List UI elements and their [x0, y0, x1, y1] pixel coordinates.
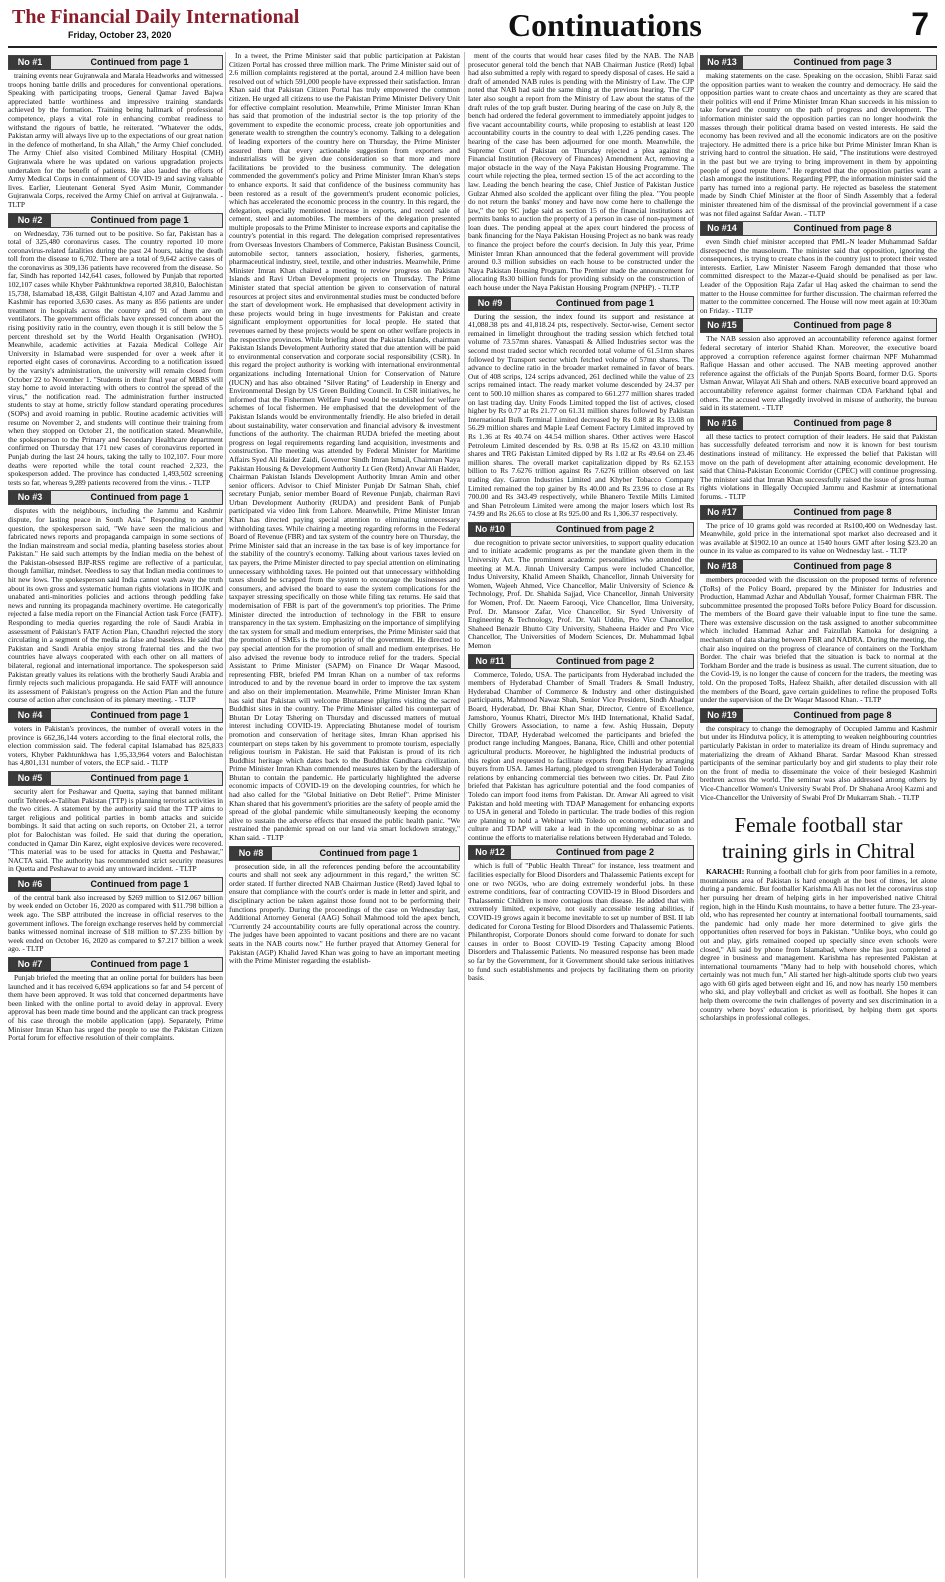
story-number-badge: No #16: [701, 417, 743, 430]
story-number-badge: No #9: [469, 297, 511, 310]
article-body: Commerce, Toledo, USA. The participants from Hyderabad included the members of Hyderabad Chamber of Small Traders & Small Industry, Hyderabad Chamber of Commerce & Industry and other distinguished participants, Mahmood Nawaz Shah, Senior Vice President, Sindh Abadgar Board, Hyderabad, Dr. Bhai Khan Shar, Director, Centre of Excellence, Jamshoro, Younus Khatri, Director M/s IHD International, Khalid Sadaf, Chilly Growers Association, to name a few. Ashiq Hussain, Deputy Director, TDAP, Hyderabad welcomed the participants and briefed the product range including Mangoes, Banana, Rice, Chilli and other potential agricultural products. Moreover, he highlighted the industrial products of this region and requested to facilitate exports from Pakistan by arranging buyers from USA. James Hartung, pledged to strengthen Hyderabad Toledo relations by enhancing commercial ties between two cities. Dr. Paul Zito briefed that Pakistan has agriculture potential and the food companies of Toledo can import food items from Pakistan. Dr. Anwar Ali agreed to visit Pakistan and hold meeting with TDAP Management for enhancing exports to USA in general and Toledo in particular. The trade bodies of this region are planning to hold a Webinar with Toledo on economy, education and culture and TDAP will take a lead in the upcoming webinar so as to continue the efforts to materialise relations between Hyderabad and Toledo.: [468, 669, 694, 842]
masthead: [8, 4, 937, 48]
article-body: disputes with the neighbours, including the Jammu and Kashmir dispute, for lasting peace in South Asia." Responding to another question, the spokesperson said, "We have seen the malicious and fabricated news reports and propaganda campaign in some sections of the Indian mainstream and social media, planting baseless stories about Pakistan." He said such attempts by the Indian media on the behest of the Pakistan-obsessed BJP-RSS regime are reflective of a particular, though familiar, mindset. Needless to say that Indian media continues to hit new lows. The spokesperson said India cannot wash away the truth about its own gross and systematic human rights violations in IIOJK and unabated anti-minorities policies and actions through peddling fake news and running its propaganda machinery overtime. He categorically rejected a false media report on the Financial Action task Force (FATF). Responding to media queries regarding the role of Saudi Arabia in assessment of Pakistan's FATF Action Plan, Chaudhri rejected the story circulating in a segment of the media as false and baseless. He said that Pakistan and Saudi Arabia enjoy strong fraternal ties and the two countries have always cooperated with each other on all matters of bilateral, regional and international importance. The spokesperson said Pakistan greatly values its relations with the brotherly Saudi Arabia and firmly rejects such malicious propaganda. He said FATF will announce its assessment of Pakistan's progress on the Action Plan and the future course of action after conclusion of its plenary meeting. - TLTP: [8, 506, 223, 705]
article-body: the conspiracy to change the demography of Occupied Jammu and Kashmir but under its Hindutva policy, it is attempting to weaken neighbouring countries particularly Pakistan in order to materialize its dream of Hindu supremacy and materializing the dream of Akhand Bharat. Sardar Masood Khan stressed participants of the seminar particularly boy and girl students to play their role on the front of media to disseminate the voice of their besieged Kashmiri brethren across the world. The seminar was also addressed among others by Vice-Chancellor Women's University Swabi Prof. Dr Shahana Arooj Kazmi and Vice-Chancellor the University of Swabi Prof Dr Mukarram Shah. - TLTP: [700, 723, 937, 802]
article-body: ment of the courts that would hear cases filed by the NAB. The NAB prosecutor general told the bench that NAB Chairman Justice (Retd) Iqbal had also submitted a reply with regard to speedy disposal of cases. He said a draft of amended NAB rules is pending with the Ministry of Law. The CJP noted that NAB had said the same thing at the previous hearing. The CJP later also sought a report from the Ministry of Law about the status of the draft rules of the top graft buster. During hearing of the case on July 8, the bench had ordered the federal government to immediately appoint judges to five vacant accountability courts, while proposing to establish at least 120 accountability courts in the country to deal with 1,226 pending cases. The hearing of the case has been adjourned for one month. Meanwhile, the Supreme Court of Pakistan on Thursday rejected a plea against the Financial Institution (Recovery of Finances) Amendment Act, removing a major obstacle in the way of the Naya Pakistan Housing Programme. The court while rejecting the plea, termed section 15 of the act according to the law. Leading the bench hearing the case, Chief Justice of Pakistan Justice Gulzar Ahmed also scolded the applicant over filing the plea. "You people do not return the banks' money and have now come here to challenge the law," the top SC judge said as section 15 of the financial institutions act permits banks to auction the property of a person in case of non-payment of loan dues. The pending appeal at the apex court hindered the process of bank financing for the Naya Pakistan Housing Project as no bank was ready to finance the project before the court's decision. In July this year, Prime Minister Imran Khan announced that the federal government will provide around 0.3 million subsidies on each house to be constructed under the Naya Pakistan Housing Program. The Premier made the announcement for allocating Rs30 billion funds for providing subsidy on the construction of each house under the Naya Pakistan Housing Program (NPHP). - TLTP: [468, 52, 694, 293]
continued-from-label: Continued from page 8: [793, 417, 892, 428]
continued-from-label: Continued from page 8: [793, 506, 892, 517]
article-body: The price of 10 grams gold was recorded at Rs100,400 on Wednesday last. Meanwhile, gold price in the international spot market also decreased and it was available at $1902.10 an ounce at 1540 hours GMT after losing $23.20 an ounce in its value as compared to its value on Wednesday last. - TLTP: [700, 520, 937, 556]
story-number-badge: No #17: [701, 506, 743, 519]
article-body: members proceeded with the discussion on the proposed terms of reference (ToRs) of the Policy Board, prepared by the Minister for Industries and Production, Hammad Azhar and Abdullah Yousaf, former Chairman FBR. The subcommittee presented the proposed ToRs before Policy Board for discussion. The members of the Board gave their valuable input to fine tune the same. There was extensive discussion on the task assigned to another subcommittee which included Hammad Azhar and Faizullah Kamoka for designing a mechanism of data sharing between FBR and NADRA. During the meeting, the chair also inquired on the progress of clearance of containers on the Torkham Border. The chair was briefed that the situation is back to normal at the Torkham Border and the trade is business as usual. The current situation, due to the Covid-19, is no longer the cause of concern for the traders, the meeting was told. On the proposed ToRs, Hafeez Shaikh, after detailed discussion with all the members of the Board, gave certain guidelines to refine the proposed ToRs under the supervision of the Dr Waqar Masood Khan. - TLTP: [700, 574, 937, 705]
story-header: [468, 654, 694, 669]
article-body: voters in Pakistan's provinces, the number of overall voters in the province is 662,36,144 voters according to the final electoral rolls, the election commission said. The federal capital Islamabad has 825,833 voters, Khyber Pakhtunkhwa has 1,95,33,964 voters and Balochistan has 4,801,131 number of voters, the ECP said. - TLTP: [8, 723, 223, 768]
story-number-badge: No #7: [9, 958, 51, 971]
column-divider: [464, 52, 465, 1578]
section-title: Continuations: [508, 7, 702, 43]
column-1: [8, 52, 223, 1578]
story-header: [8, 490, 223, 505]
issue-date: Friday, October 23, 2020: [68, 30, 172, 40]
story-number-badge: No #13: [701, 56, 743, 69]
story-number-badge: No #10: [469, 523, 511, 536]
continued-from-label: Continued from page 8: [793, 560, 892, 571]
story-header: [700, 708, 937, 723]
continued-from-label: Continued from page 3: [793, 57, 892, 67]
article-body: all these tactics to protect corruption of their leaders. He said that Pakistan has successfully defeated terrorism and now it is known for best tourism destinations instead of militancy. He expressed the belief that Pakistan will move on the path of development after attaining economic development. He said that China-Pakistan Economic Corridor (CPEC) will continue progressing. The minister said that Imran Khan successfully raised the issue of gross human rights violations in Illegally Occupied Jammu and Kashmir at international forums. - TLTP: [700, 431, 937, 501]
continued-from-label: Continued from page 2: [555, 655, 654, 666]
story-header: [700, 55, 937, 70]
page-number: 7: [911, 6, 929, 42]
article-body: due recognition to private sector universities, to support quality education and to initiate academic programs as per the mandate given them in the University Act. The prominent academic personalities who attended the meeting at M.A. Jinnah University Campus were included Chancellor, Indus University, Khalid Ameen Shaikh, Chancellor, Jinnah University for Women, Wajeeh Ahmed, Vice Chancellor, Malir University of Science & Technology, Prof. Dr. Shahida Sajjad, Vice Chancellor, Jinnah University for Women, Prof. Dr. Naeem Farooqi, Vice Chancellor, Ilma University, Prof. Dr. Mansoor Zafar, Vice Chancellor, Sir Syed University of Engineering & Technology, Prof. Dr. Vali Uddin, Pro Vice Chancellor, Shaheed Benazir Bhutto City University, Shaheena Haider and Pro Vice Chancellor, The Universities of Modern Sciences, Dr. Muhammad Iqbal Memon: [468, 537, 694, 650]
story-number-badge: No #1: [9, 56, 51, 69]
feature-headline: Female football star training girls in Chitral: [721, 813, 916, 864]
story-number-badge: No #4: [9, 709, 51, 722]
continued-from-label: Continued from page 1: [90, 959, 189, 970]
article-body: which is full of "Public Health Threat" for instance, less treatment and facilities especially for Blood Disorders and Thalassemic Patients except for one or two NGOs, who are doing extremely wonderful jobs. In these extreme conditions, fear of contracting COVID-19 in Blood Disorders and Thalassemic Children is more contagious than disease. He added that with extremely limited, expensive, not easily accessible testing abilities, if COVID-19 grows again it become inevitable to set up number of BSL II lab dedicated for Corona Testing for Blood Disorders and Thalassemic Patients. Philanthropist, Corporate Donors should come forward to donate for such causes in order to Boost COVID-19 Testing Capacity among Blood Disorders and Thalassemic Patients. No measured response has been made so far by the Government, for it Government should take serious initiatives to fund such establishments and projects by facilitating them on priority basis.: [468, 861, 694, 983]
story-number-badge: No #15: [701, 319, 743, 332]
article-body: even Sindh chief minister accepted that PML-N leader Muhammad Safdar disrespected the mausoleum. The minister said that opposition, ignoring the consequences, is trying to create chaos in the country just to protect their vested interests. Earlier, Law Minister Naseem Farogh demanded that those who committed disrespect to the Mazar-e-Quaid should be penalised as per law. Leader of the Opposition Raja Zafar ul Haq asked the chairman to send the matter to the House committee for further discussion. The chairman referred the matter to the committee concerned. The House will now meet again at 10:30am on Friday. - TLTP: [700, 237, 937, 315]
continued-from-label: Continued from page 8: [793, 709, 892, 720]
continued-from-label: Continued from page 2: [555, 523, 654, 534]
article-body: of the central bank also increased by $269 million to $12.067 billion by week ended on October 16, 2020 as compared with $11.798 billion a week ago. The SBP attributed the increase in official reserves to the government inflows. The foreign exchange reserves held by commercial banks witnessed nominal increase of $18 million to $7.235 billion by week ended on October 16, 2020 as compared to $7.217 billion a week ago. - TLTP: [8, 892, 223, 954]
article-body: making statements on the case. Speaking on the occasion, Shibli Faraz said the opposition parties want to weaken the country and democracy. He said the opposition parties want to create chaos and uncertainty as they are scared that their politics will end if Prime Minister Imran Khan succeeds in his mission to take forward the country on the path of progress and development. The information minister said the opposition parties can no longer hoodwink the masses through their political drama based on vested interests. He said the economy has been revived and all the economic indicators are on the positive trajectory. He admitted there is a price hike but Prime Minister Imran Khan is striving hard to control the situation. He said, "The institutions were destroyed in the past but we are trying to bring improvement in them by appointing people of good repute there." He regretted that the opposition parties want a clash amongst the institutions. Regarding PPP, the information minister said the party has turned into a regional party. He rejected as baseless the statement made by Sindh Chief Minister at the floor of Sindh Assembly that a federal minister threatened him of the dismissal of the provincial government if a case was not filed against Safdar Awan. - TLTP: [700, 71, 937, 218]
continued-from-label: Continued from page 1: [90, 878, 189, 889]
story-header: [700, 559, 937, 574]
story-number-badge: No #6: [9, 878, 51, 891]
story-number-badge: No #18: [701, 560, 743, 573]
story-number-badge: No #8: [230, 847, 272, 860]
story-header: [700, 416, 937, 431]
continued-from-label: Continued from page 2: [555, 847, 654, 858]
continued-from-label: Continued from page 1: [90, 492, 189, 503]
article-body: In a tweet, the Prime Minister said that public participation at Pakistan Citizen Portal has crossed three million mark. The Prime Minister said out of 2.6 million complaints registered at the portal, around 2.4 million have been resolved out of which 591,000 people have expressed their satisfaction. Imran Khan said that Pakistan Citizen Portal has truly empowered the common citizen. He urged all citizens to use the Pakistan Prime Minister Delivery Unit for effective complaint resolution. Meanwhile, Prime Minister Imran Khan has said that promotion of the industrial sector is the top priority of the government to expedite the economic process, create job opportunities and generate wealth to strengthen the country's economy. Talking to a delegation of leading exporters of the country here on Thursday, the Prime Minister assured them that every actionable suggestion from exporters and industrialists will be given due consideration so that more and more facilitations be provided to the business community. The delegation commended the government's policy and Prime Minister Imran Khan's steps to enhance exports. It said that confidence of the business community has been restored as a result of the government's prudent economic policies, which has accelerated the economic process in the country. In this regard, the delegation, especially mentioned increase in exports, and record sale of cement, steel and automobiles. The members of the delegation presented multiple proposals to the Prime Minister to increase exports and capitalise the country's potential in this regard. The delegation comprised representatives from Overseas Investors Chambers of Commerce, Pakistan Business Council, automobile sector, tanners association, hosiery, fisheries, garments, pharmaceutical industry, steel, textile, and other industries. Meanwhile, Prime Minister Imran Khan chaired a meeting to review progress on Pakistan Islands and Ravi Urban Development projects on Thursday. The Prime Minister stated that special attention be given to conservation of natural resources at project sites and environmental studies must be conducted before the start of development work. He emphasised that development activity in these projects would bring in huge investments for Pakistan and create significant employment opportunities for local people. He stated that revenues earned by these projects would be spent on other welfare projects in the respective provinces. While briefing about the Pakistan Islands, chairman Pakistan Islands Development Authority stated that due attention will be paid to environmental conservation and corporate social responsibility (CSR). In this regard the project authority is working with international environmental organizations including International Union for Conservation of Nature (IUCN) and has also obtained "Silver Rating" of Leadership in Energy and Environmental Design by US Green Building Council. In CSR initiatives, he informed that the Fishermen Welfare Fund would be established for welfare schemes of local fishermen. He emphasised that the development of the Pakistan Islands would be environmentally friendly. He also briefed in detail about sustainability, water conservation and financial advisory & investment functions of the authority. The chairman RUDA briefed the meeting about progress on legal requirements regarding land acquisition, investments and construction. The meeting was attended by Federal Minister for Maritime Affairs Syed Ali Haider Zaidi, Governor Sindh Imran Ismail, Chairman Naya Pakistan Housing & Development Authority Lt Gen (Retd) Anwar Ali Haider, Chairman Pakistan Islands Development Authority Imran Amin and other senior officers. Advisor to Chief Minister Punjab Dr Salman Shah, chief secretary Punjab, senior member Board of Revenue Punjab, chairman Ravi Urban Development Authority (RUDA) and president Bank of Punjab participated via video link from Lahore. Meanwhile, Prime Minister Imran Khan has directed paying special attention to eliminating unnecessary withholding taxes. While chairing a meeting regarding reforms in the Federal Board of Revenue (FBR) and tax system of the country here on Thursday, the Prime Minister said that an increase in the tax base is of key importance for the stability of the country's economy. Talking about various taxes levied on tax payers, the Prime Minister directed to pay special attention on eliminating unnecessary withholding taxes. He pointed out that unnecessary withholding taxes should be scrapped from the system to encourage the businesses and consumers, and advised the board to ease the system complications for the taxpayer stressing specifically on those while filing tax returns. He said that modernisation of FBR is part of the government's top priorities. The Prime Minister directed the introduction of technology in the FBR to ensure transparency in the tax system. Emphasizing on the importance of simplifying the tax system for small and medium enterprises, the Prime Minister said that the promotion of SMEs is the top priority of the government. He directed to pay special attention for the promotion of small and medium enterprises. He also advised the revenue body to introduce relief for the traders. Special Assistant to Prime Minister (SAPM) on Finance Dr Waqar Masood, representing FBR, briefed PM Imran Khan on a number of tax reforms introduced to and by the revenue board in order to improve the tax system and also on their implementation. Meanwhile, Prime Minister Imran Khan has said that Pakistan will welcome Bhutanese pilgrims visiting the sacred Buddhist sites in the country. The Prime Minister called his counterpart of Bhutan Dr Lotay Tshering on Thursday and discussed matters of mutual interest including COVID-19. Appreciating Bhutanese model of tourism promotion and conservation of heritage sites, Imran Khan apprised his counterpart on steps taken by his government to promote tourism, especially religious tourism in Pakistan. He said that Pakistan is proud of its rich Buddhist heritage which dates back to the Buddhist Gandhara civilization. Prime Minister Imran Khan commended measures taken by the leadership of Bhutan to contain the pandemic. He particularly highlighted the adverse economic impacts of COVID-19 on the developing countries, for which he had also called for the "Global Initiative on Debt Relief". Prime Minister Khan shared that his government's priorities are the safety of people amid the spread of the global pandemic while simultaneously keeping the economy alive to sustain the adverse effects that ensued the public health panic. "We restrained the pandemic spread on our land via smart lockdown strategy," Khan said. - TLTP: [229, 52, 460, 843]
continued-from-label: Continued from page 1: [90, 57, 189, 67]
article-body: on Wednesday, 736 turned out to be positive. So far, Pakistan has a total of 325,480 coronavirus cases. The country reported 10 more coronavirus-related fatalities during the past 24 hours, taking the death toll from the disease to 6,702. There are a total of 9,642 active cases of the coronavirus as 309,136 patients have recovered from the disease. So far, Sindh has reported 142,641 cases, followed by Punjab that reported 102,107 cases while Khyber Pakhtunkhwa reported 38,810, Balochistan 15,738, Islamabad 18,438, Gilgit Baltistan 4,107 and Azad Jammu and Kashmir has reported 3,630 cases. As many as 856 patients are under treatment in hospitals across the country and 91 of them are on ventilators. The government officials have expressed concern about the rising positivity ratio in the country, even though it is still below the 5 percent threshold set by the World Health Organisation (WHO). Meanwhile, academic activities at Fazaia Medical College Air University in Islamabad were suspended for over a week after it reported eight cases of coronavirus. According to a notification issued by the varsity's administration, the university will remain closed from October 22 to November 1. "Students in their final year of MBBS will stay home to avoid interacting with others to control the spread of the virus," the notification read. The administration further instructed students to stay at home, strictly follow standard operating procedures (SOPs) and avoid roaming in public. Routine academic activities will resume on November 2, and students will continue their training from when they stopped on October 21, the notification stated. Meanwhile, the spokesperson to the Primary and Secondary Healthcare department confirmed on Thursday that 171 new cases of coronavirus reported in Punjab during the last 24 hours, taking the tally to 102,107. Four more deaths were reported while the total count reached 2,323, the spokesperson added. The province has conducted 1,493,502 screening tests so far, whereas 9,289 patients recovered from the virus. - TLTP: [8, 228, 223, 487]
continued-from-label: Continued from page 8: [793, 223, 892, 234]
dateline: KARACHI:: [706, 867, 745, 877]
article-body: training events near Gujranwala and Marala Headworks and witnessed troops honing battle drills and procedures for conventional operations. Speaking with participating troops, General Qamar Javed Bajwa appreciated battle worthiness and impressive training standards achieved by the formation. Training being hallmark of professional competence, plays a vital role in enhancing combat readiness to withstand the rigours of battle, he reiterated. "Whatever the odds, Pakistan army will always live up to the expectations of our great nation in the defence of motherland, In sha Allah," the Army Chief concluded. The Army Chief also visited Combined Military Hospital (CMH) Gujranwala where he was updated on various upgradation projects undertaken for the benefit of patients. He also lauded the efforts of Army Medical Corps in containment of COVID-19 and saving valuable lives. Earlier, Lieutenant General Syed Asim Munir, Commander Gujranwala Corps, received the Army Chief on arrival at Gujranwala. - TLTP: [8, 71, 223, 209]
continued-from-label: Continued from page 1: [90, 772, 189, 783]
article-body: During the session, the index found its support and resistance at 41,088.38 pts and 41,818.24 pts, respectively. Sector-wise, Cement sector remained in limelight throughout the trading session which fetched total volume of 73.57mn shares. Vanaspati & Allied Industries sector was the second most traded sector which recorded total volume of 61.51mn shares followed by Transport sector which fetched volume of 57mn shares. The advance to decline ratio in the broader market remained in favor of bears. Out of 408 scrips, 124 scrips advanced, 261 declined while the value of 23 scrips remained intact. The ready market volume descended by 24.37 per cent to 500.10 million shares as compared to 661.277 million shares traded on last trading day. Unity Foods Limited topped the list of actives, closed higher by Rs 0.77 at Rs 21.77 on 61.31 million shares followed by Pakistan International Bulk Terminal Limited decreased by Rs 0.88 at Rs 13.08 on 56.29 million shares and Maple Leaf Cement Factory Limited improved by Rs 1.36 at Rs 40.74 on 44.54 million shares. Other actives were Hascol Petroleum Limited descended by Rs. 0.98 at Rs 15.62 on 43.10 million shares and TRG Pakistan Limited dipped by Rs 1.02 at Rs 49.64 on 23.46 million shares. The overall market capitalization dipped by Rs 62.153 billion to Rs 7.6276 trillion against Rs 7.6276 trillion observed on last trading day. Gatron Industries Limited and Khyber Tobacco Company Limited remained the top gainer by Rs 40.00 and Rs 23.96 to close at Rs 700.00 and Rs 343.49 respectively, while Bhanero Textile Mills Limited and Shan Petroleum Limited were among the major losers which lost Rs 74.99 and Rs 26.65 to close at Rs 925.00 and Rs 1,306.37 respectively.: [468, 311, 694, 519]
story-header: [8, 771, 223, 786]
story-number-badge: No #5: [9, 772, 51, 785]
story-number-badge: No #11: [469, 655, 511, 668]
continued-from-label: Continued from page 8: [793, 320, 892, 331]
article-body: security alert for Peshawar and Quetta, saying that banned militant outfit Tehreek-e-Taliban Pakistan (TTP) is planning terrorist activities in the two cities. A statement by the authority said that the TTP aims to target religious and political parties in bomb attacks and suicide bombings. It said that acting on such reports, on October 21, a terror plot for Balochistan was foiled. He said that during the operation, conducted in Qamar Din Karez, eight explosive devices were recovered. "This material was to be used for attacks in Quetta and Peshawar," NACTA said. The authority has recommended strict security measures in Quetta and Peshawar to avoid any untoward incident. - TLTP: [8, 786, 223, 874]
story-header: [700, 505, 937, 520]
story-header: [8, 957, 223, 972]
story-header: [229, 846, 460, 861]
article-body: Punjab briefed the meeting that an online portal for builders has been launched and it has received 6,694 applications so far and 54 percent of them have been approved. It was told that concerned departments have been linked with the online portal to avoid delay in approval. Every approval has been made time bound and the applicant can track progress of his case through the mobile application (app). Separately, Prime Minister Imran Khan has urged the people to use the Pakistan Citizen Portal forum for effective resolution of their complaints.: [8, 973, 223, 1043]
story-header: [8, 55, 223, 70]
column-4: [700, 52, 937, 1578]
continued-from-label: Continued from page 1: [90, 214, 189, 225]
story-header: [8, 708, 223, 723]
story-header: [700, 221, 937, 236]
story-header: [8, 877, 223, 892]
column-divider: [697, 52, 698, 1578]
continued-from-label: Continued from page 1: [90, 709, 189, 720]
story-number-badge: No #2: [9, 214, 51, 227]
article-body: prosecution side, in all the references pending before the accountability courts and shall not seek any adjournment in this regard," the written SC order stated. If further directed NAB Chairman Justice (Retd) Javed Iqbal to ensure that compliance with the court's order is made in letter and spirit, and disciplinary action be taken against those found not to be performing their functions properly. During the proceedings of the case on Wednesday last, Additional Attorney General (AAG) Sohail Mahmood told the apex bench, "Currently 24 accountability courts are fully operational across the country. The judges have been appointed to vacant positions and there are no vacant seats in the NAB courts now." He further prayed that Attorney General for Pakistan (AGP) Khalid Javed Khan was going to have an important meeting with the Prime Minister regarding the establish-: [229, 861, 460, 966]
story-number-badge: No #19: [701, 709, 743, 722]
feature-body: [700, 868, 937, 1023]
column-3: [468, 52, 694, 1578]
story-header: [468, 845, 694, 860]
article-body: The NAB session also approved an accountability reference against former federal secretary of interior Shahid Khan. Moreover, the executive board approved a corruption reference against former chairman NPF Muhammad Rafique Hassan and other accused. The NAB meeting approved another reference against the officials of the Punjab Sports Board, former D.G. Sports Usman Anwar, Wilayat Ali Shah and others. NAB executive board approved an accountability reference against former chairman CDA Farkhand Iqbal and others. The accused were allegedly involved in misuse of authority, the bureau said in its statement. - TLTP: [700, 334, 937, 413]
story-header: [468, 522, 694, 537]
continued-from-label: Continued from page 1: [319, 847, 418, 858]
column-divider: [225, 52, 226, 1578]
story-header: [468, 296, 694, 311]
column-2: [229, 52, 460, 1578]
feature-text: Running a football club for girls from poor families in a remote, mountainous area of Pakistan is hard enough at the best of times, let alone during a pandemic. But footballer Karishma Ali has not let the coronavirus stop her pursuing her dream of helping girls in her impoverished native Chitral region, high in the Hindu Kush mountains, to have a better future. The 23-year-old, who has represented her country at international football tournaments, said the pandemic had only made her more determined to give girls the opportunities often reserved for boys in Pakistan. "Unlike boys, who could go out and play, girls remained cooped up specially since even schools were closed," Ali said by phone from Islamabad, where she has just completed a degree in business and management. Karishma has represented Pakistan at international tournaments "Many had to help with household chores, which certainly was not much fun," Ali started her high-altitude sports club two years ago with 60 girls aged between eight and 16, and now has nearly 150 members who ski, and play volleyball and cricket as well as football. She hopes it can help them overcome the twin challenges of poverty and sex discrimination in a country where boys' education is prioritised, by helping them get sports scholarships in professional colleges.: [700, 867, 937, 1023]
story-header: [8, 213, 223, 228]
story-number-badge: No #14: [701, 222, 743, 235]
story-header: [700, 318, 937, 333]
continued-from-label: Continued from page 1: [555, 297, 654, 308]
paper-name: The Financial Daily International: [12, 6, 300, 28]
story-number-badge: No #3: [9, 491, 51, 504]
story-number-badge: No #12: [469, 846, 511, 859]
